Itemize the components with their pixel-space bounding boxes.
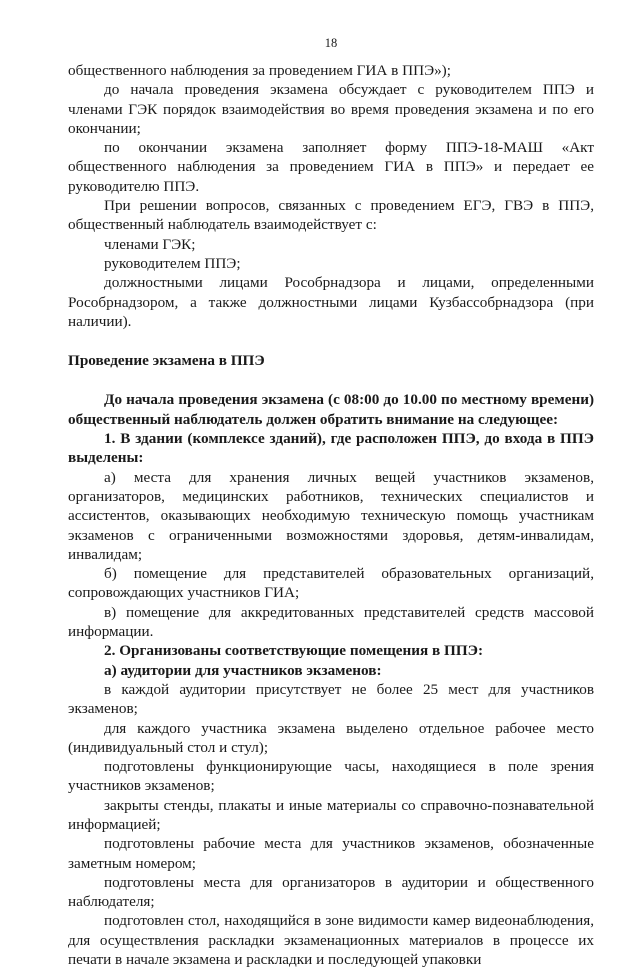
paragraph: по окончании экзамена заполняет форму ППЭ-18-МАШ «Акт общественного наблюдения за проведением ГИА в ППЭ» и передает ее руководителю ППЭ. [68,139,594,195]
list-item: в) помещение для аккредитованных представителей средств массовой информации. [68,603,594,641]
list-item: должностными лицами Рособрнадзора и лицами, определенными Рособрнадзором, а также должностными лицами Кузбассобрнадзора (при наличии). [68,274,594,330]
list-item: подготовлен стол, находящийся в зоне видимости камер видеонаблюдения, для осуществления раскладки экзаменационных материалов в процессе их печати в начале экзамена и раскладки и последующей упаковки [68,912,594,969]
item-title: 2. Организованы соответствующие помещения в ППЭ: [104,642,484,660]
list-item: б) помещение для представителей образовательных организаций, сопровождающих участников ГИА; [68,565,594,602]
item-title: 1. В здании (комплексе зданий), где расположен ППЭ, до входа в ППЭ выделены: [68,430,594,467]
paragraph: общественного наблюдения за проведением ГИА в ППЭ»); [68,62,451,79]
list-item: членами ГЭК; [104,235,196,253]
paragraph: При решении вопросов, связанных с проведением ЕГЭ, ГВЭ в ППЭ, общественный наблюдатель взаимодействует с: [68,197,594,234]
page-number: 18 [324,36,338,50]
list-item: в каждой аудитории присутствует не более 25 мест для участников экзаменов; [68,680,594,718]
list-item: руководителем ППЭ; [104,254,241,272]
paragraph: до начала проведения экзамена обсуждает с руководителем ППЭ и членами ГЭК порядок взаимодействия во время проведения экзамена и по его окончании; [68,81,594,137]
list-item: для каждого участника экзамена выделено отдельное рабочее место (индивидуальный стол и стул); [68,719,594,756]
list-item: а) места для хранения личных вещей участников экзаменов, организаторов, медицинских работников, технических специалистов и ассистентов, оказывающих необходимую техническую помощь участникам экзаменов с ограниченными возможностями здоровья, детям-инвалидам, инвалидам; [68,468,594,563]
list-item: подготовлены рабочие места для участников экзаменов, обозначенные заметным номером; [68,835,594,872]
section-heading: Проведение экзамена в ППЭ [68,352,265,370]
section-intro: До начала проведения экзамена (с 08:00 до 10.00 по местному времени) общественный наблюдатель должен обратить внимание на следующее: [68,391,594,428]
page-body [68,61,594,969]
item-subtitle: а) аудитории для участников экзаменов: [104,661,382,679]
list-item: закрыты стенды, плакаты и иные материалы со справочно-познавательной информацией; [68,796,594,833]
spacer [68,370,594,390]
list-item: подготовлены места для организаторов в аудитории и общественного наблюдателя; [68,873,594,911]
list-item: подготовлены функционирующие часы, находящиеся в поле зрения участников экзаменов; [68,758,594,795]
spacer [68,331,594,351]
